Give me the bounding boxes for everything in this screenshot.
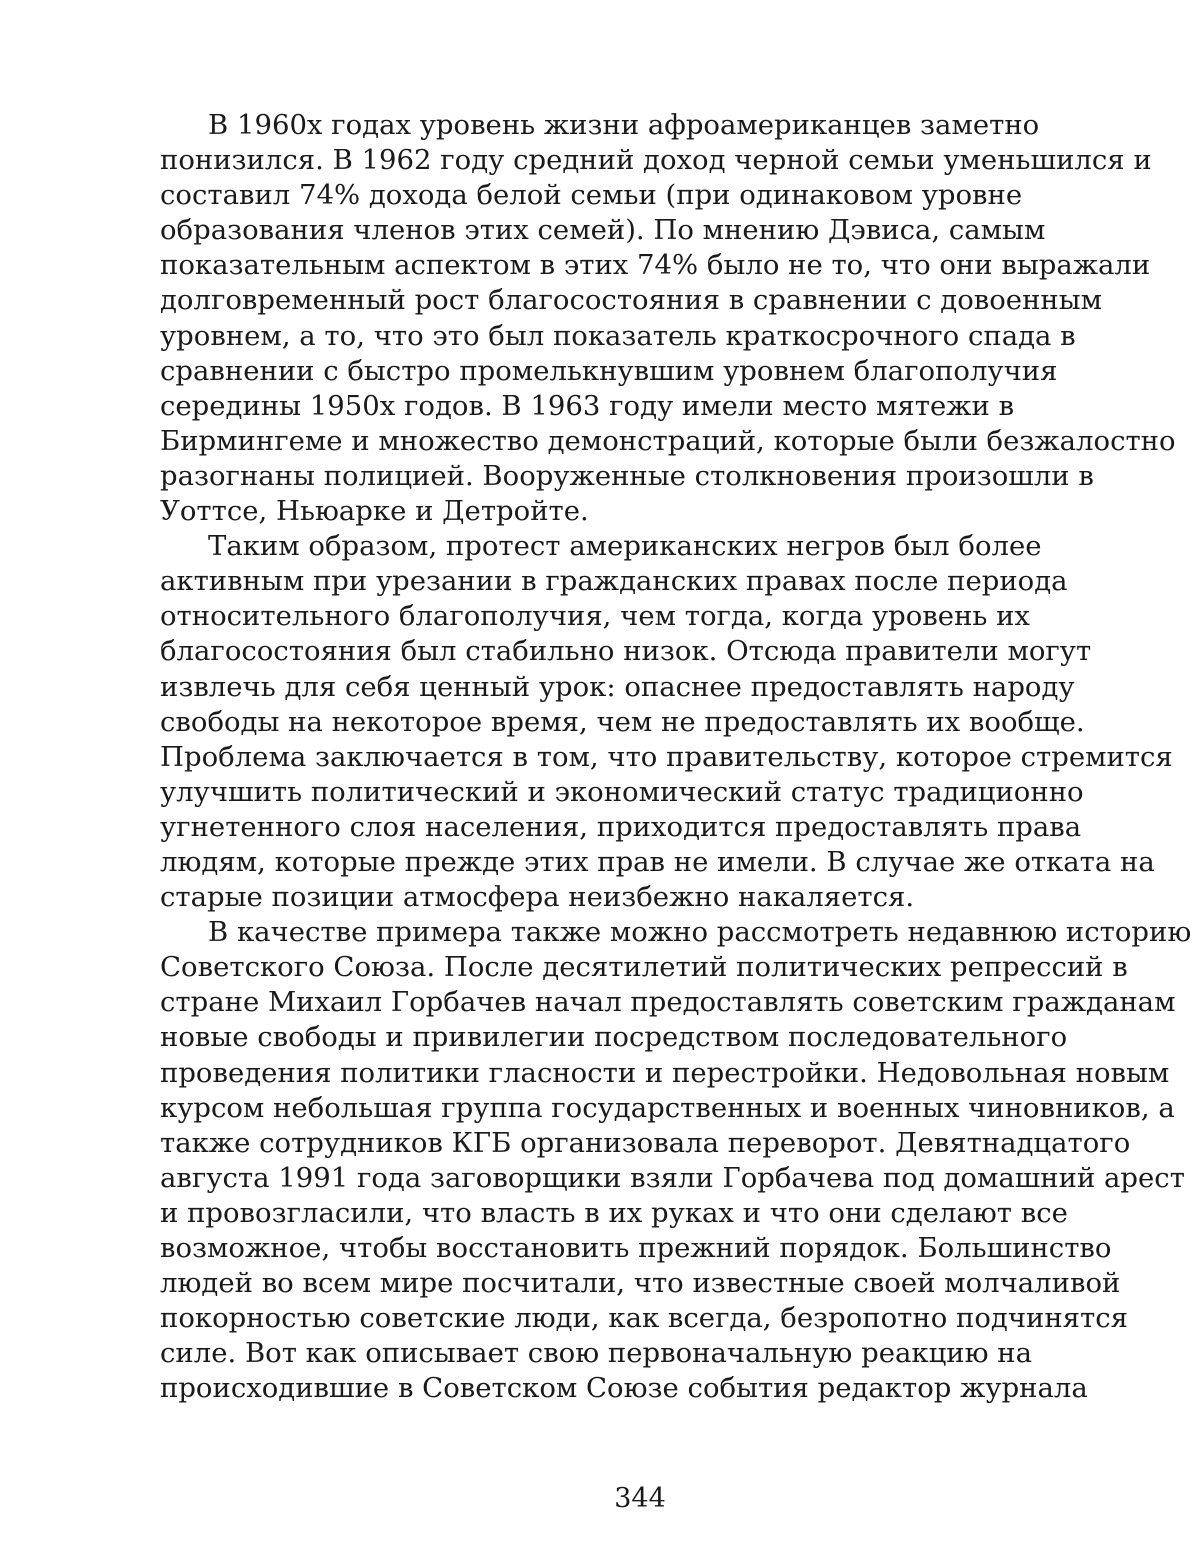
text-line: извлечь для себя ценный урок: опаснее предоставлять народу [160, 670, 1120, 705]
text-line: показательным аспектом в этих 74% было не то, что они выражали [160, 248, 1120, 283]
text-line: людям, которые прежде этих прав не имели. В случае же отката на [160, 845, 1120, 880]
text-line: понизился. В 1962 году средний доход черной семьи уменьшился и [160, 143, 1120, 178]
text-line: и провозгласили, что власть в их руках и что они сделают все [160, 1196, 1120, 1231]
text-line: Проблема заключается в том, что правительству, которое стремится [160, 740, 1120, 775]
text-line: долговременный рост благосостояния в сравнении с довоенным [160, 283, 1120, 318]
text-line: возможное, чтобы восстановить прежний порядок. Большинство [160, 1231, 1120, 1266]
text-line: уровнем, а то, что это был показатель краткосрочного спада в [160, 319, 1120, 354]
text-line: старые позиции атмосфера неизбежно накаляется. [160, 880, 1120, 915]
text-line: также сотрудников КГБ организовала переворот. Девятнадцатого [160, 1126, 1120, 1161]
text-line: новые свободы и привилегии посредством последовательного [160, 1020, 1120, 1055]
text-line: угнетенного слоя населения, приходится предоставлять права [160, 810, 1120, 845]
text-line: сравнении с быстро промелькнувшим уровнем благополучия [160, 354, 1120, 389]
text-line: образования членов этих семей). По мнению Дэвиса, самым [160, 213, 1120, 248]
text-line: относительного благополучия, чем тогда, когда уровень их [160, 599, 1120, 634]
text-line: В 1960х годах уровень жизни афроамериканцев заметно [160, 108, 1120, 143]
text-line: В качестве примера также можно рассмотреть недавнюю историю [160, 915, 1120, 950]
text-line: силе. Вот как описывает свою первоначальную реакцию на [160, 1336, 1120, 1371]
text-line: улучшить политический и экономический статус традиционно [160, 775, 1120, 810]
text-line: покорностью советские люди, как всегда, безропотно подчинятся [160, 1301, 1120, 1336]
text-line: середины 1950х годов. В 1963 году имели место мятежи в [160, 389, 1120, 424]
page-body [160, 108, 1120, 1406]
text-line: курсом небольшая группа государственных и военных чиновников, а [160, 1091, 1120, 1126]
text-line: августа 1991 года заговорщики взяли Горбачева под домашний арест [160, 1161, 1120, 1196]
text-line: разогнаны полицией. Вооруженные столкновения произошли в [160, 459, 1120, 494]
text-line: стране Михаил Горбачев начал предоставлять советским гражданам [160, 985, 1120, 1020]
paragraph-3 [160, 915, 1120, 1406]
text-line: свободы на некоторое время, чем не предоставлять их вообще. [160, 705, 1120, 740]
page-number: 344 [0, 1483, 1200, 1515]
text-line: проведения политики гласности и перестройки. Недовольная новым [160, 1056, 1120, 1091]
paragraph-1 [160, 108, 1120, 529]
paragraph-2 [160, 529, 1120, 915]
text-line: Бирмингеме и множество демонстраций, которые были безжалостно [160, 424, 1120, 459]
text-line: происходившие в Советском Союзе события редактор журнала [160, 1371, 1120, 1406]
text-line: Уоттсе, Ньюарке и Детройте. [160, 494, 1120, 529]
text-line: составил 74% дохода белой семьи (при одинаковом уровне [160, 178, 1120, 213]
text-line: Советского Союза. После десятилетий политических репрессий в [160, 950, 1120, 985]
text-line: людей во всем мире посчитали, что известные своей молчаливой [160, 1266, 1120, 1301]
text-line: Таким образом, протест американских негров был более [160, 529, 1120, 564]
text-line: благосостояния был стабильно низок. Отсюда правители могут [160, 634, 1120, 669]
text-line: активным при урезании в гражданских правах после периода [160, 564, 1120, 599]
